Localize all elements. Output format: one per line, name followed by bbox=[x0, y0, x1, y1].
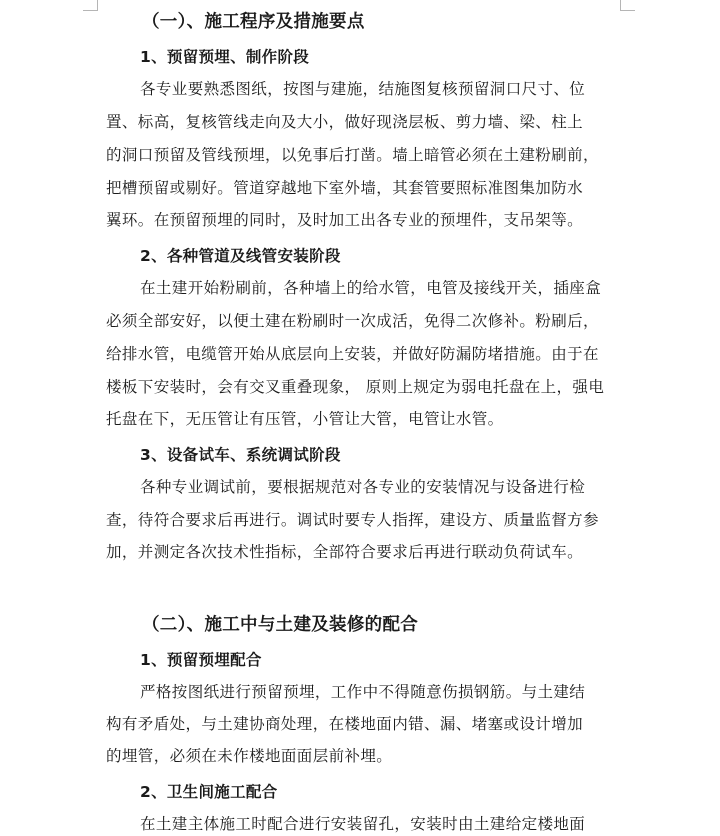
sub-heading: 2、各种管道及线管安装阶段 bbox=[140, 247, 341, 265]
paragraph-line: 给排水管，电缆管开始从底层向上安装，并做好防漏防堵措施。由于在 bbox=[106, 345, 599, 363]
sub-heading: 1、预留预埋配合 bbox=[140, 651, 262, 669]
paragraph-line: 在土建开始粉刷前，各种墙上的给水管，电管及接线开关，插座盒 bbox=[140, 279, 602, 297]
paragraph-line: 在土建主体施工时配合进行安装留孔，安装时由土建给定楼地面 bbox=[140, 815, 586, 833]
paragraph-line: 把槽预留或剔好。管道穿越地下室外墙，其套管要照标准图集加防水 bbox=[106, 179, 584, 197]
paragraph-line: 各种专业调试前，要根据规范对各专业的安装情况与设备进行检 bbox=[140, 478, 586, 496]
paragraph-line: 查，待符合要求后再进行。调试时要专人指挥，建设方、质量监督方参 bbox=[106, 511, 599, 529]
page-corner-mark-left bbox=[83, 0, 98, 11]
sub-heading: 2、卫生间施工配合 bbox=[140, 783, 278, 801]
paragraph-line: 的洞口预留及管线预埋，以免事后打凿。墙上暗管必须在土建粉刷前， bbox=[106, 146, 599, 164]
sub-heading: 3、设备试车、系统调试阶段 bbox=[140, 446, 341, 464]
paragraph-line: 构有矛盾处，与土建协商处理，在楼地面内错、漏、堵塞或设计增加 bbox=[106, 715, 584, 733]
paragraph-line: 各专业要熟悉图纸，按图与建施，结施图复核预留洞口尺寸、位 bbox=[140, 80, 586, 98]
sub-heading: 1、预留预埋、制作阶段 bbox=[140, 48, 310, 66]
paragraph-line: 严格按图纸进行预留预埋，工作中不得随意伤损钢筋。与土建结 bbox=[140, 683, 586, 701]
paragraph-line: 必须全部安好，以便土建在粉刷时一次成活，免得二次修补。粉刷后， bbox=[106, 312, 599, 330]
paragraph-line: 加，并测定各次技术性指标，全部符合要求后再进行联动负荷试车。 bbox=[106, 543, 584, 561]
paragraph-line: 楼板下安装时，会有交叉重叠现象， 原则上规定为弱电托盘在上，强电 bbox=[106, 378, 605, 396]
paragraph-line: 翼环。在预留预埋的同时，及时加工出各专业的预埋件，支吊架等。 bbox=[106, 211, 584, 229]
section-heading: （二）、施工中与土建及装修的配合 bbox=[142, 615, 419, 635]
paragraph-line: 托盘在下，无压管让有压管，小管让大管，电管让水管。 bbox=[106, 410, 504, 428]
paragraph-line: 的埋管，必须在未作楼地面面层前补埋。 bbox=[106, 747, 393, 765]
paragraph-line: 置、标高，复核管线走向及大小，做好现浇层板、剪力墙、梁、柱上 bbox=[106, 113, 584, 131]
section-heading: （一）、施工程序及措施要点 bbox=[142, 12, 365, 32]
